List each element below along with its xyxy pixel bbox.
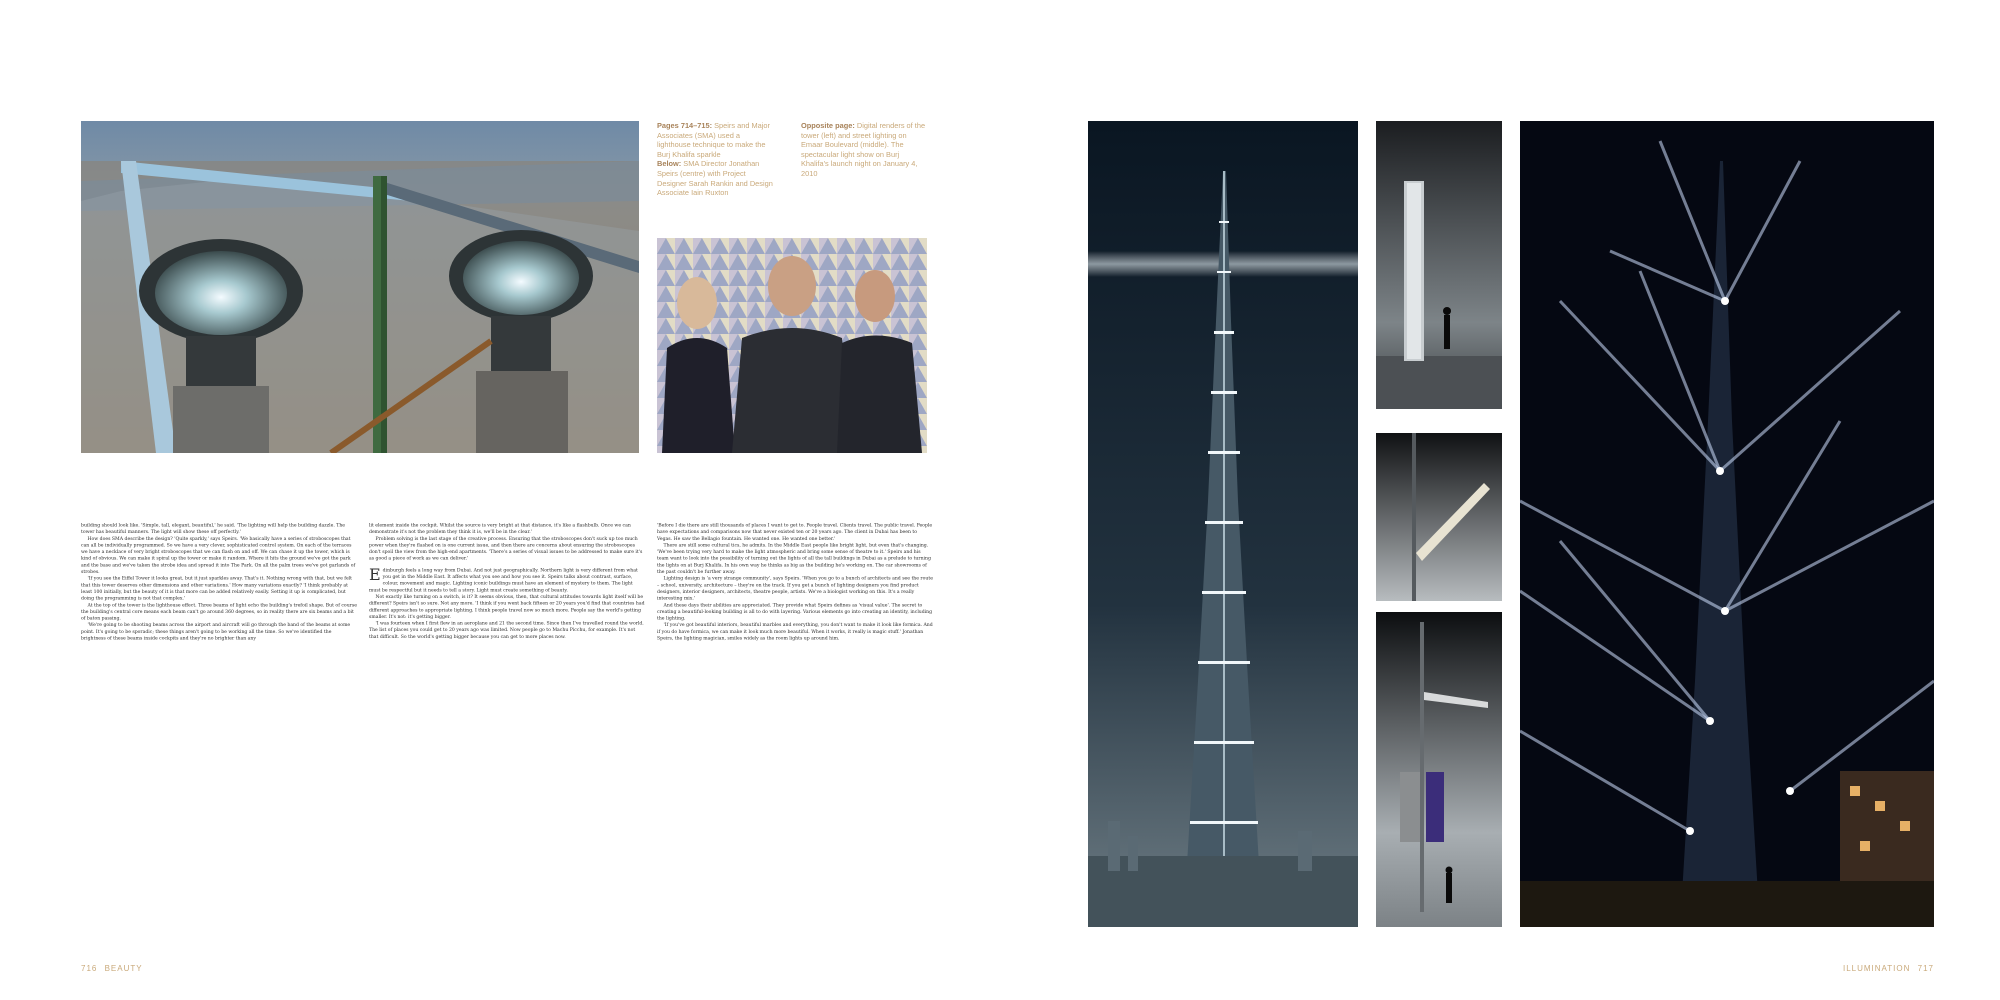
paragraph: There are still some cultural tics, he admits. In the Middle East people like bright light, but even that's changing. 'We've been trying very hard to make the light atmospheric and bring some sense of theatre to it.' Speirs and his team want to look into the possibility of turning out the lights of all the tall buildings in Dubai as a prelude to turning the lights on at Burj Khalifa. In his own way he thinks as big as the building he's working on. The car showrooms of the past couldn't be further away. [657,542,931,575]
dropcap: E [369,564,381,584]
paragraph: 'I was fourteen when I first flew in an aeroplane and 21 the second time. Since then I've travelled round the world. The list of places you could get to 20 years ago was limited. Now people go to Machu Picchu, for example. It's not that difficult. So the world's getting bigger because you can get to more places now. [369,620,644,640]
paragraph: And these days their abilities are appreciated. They provide what Speirs defines as 'visual value'. The secret to creating a beautiful-looking building is all to do with layering. Various elements go into creating an identity, including the lighting. [657,602,933,622]
text-column-1 [81,522,357,642]
caption-below-label: Below: [657,159,682,169]
paragraph-dropcap-text: dinburgh feels a long way from Dubai. And not just geographically. Northern light is very different from what you get in the Middle East. It affects what you see and how you see it. Speirs talks about contrast, surface, colour, movement and magic. Lighting iconic buildings must have an element of mystery to them. The light must be respectful but it needs to tell a story. Light must create something of beauty. [369,567,638,593]
paragraph: At the top of the tower is the lighthouse effect. Three beams of light echo the building's trefoil shape. But of course the building's central core means each beam can't go around 360 degrees, so in reality there are six beams and a bit of baton passing. [81,602,357,622]
photo-design-team [657,238,927,453]
caption-right [801,121,927,179]
paragraph: Not exactly like turning on a switch, is it? It seems obvious, then, that cultural attitudes towards light itself will be different? Speirs isn't so sure. Not any more. 'I think if you went back fifteen or 20 years you'd find that countries had different approaches to appropriate lighting. I think people travel now so much more. People say the world's getting smaller. It's not: it's getting bigger. [369,593,645,620]
paragraph: How does SMA describe the design? 'Quite sparkly,' says Speirs. 'We basically have a series of stroboscopes that can all be individually programmed. So we have a very clever, sophisticated control system. On each of the terraces we have a necklace of very bright stroboscopes that we can flash on and off. We can chase it up the tower, which is kind of obvious. We can make it spiral up the tower or make it random. Where it hits the ground we've got the park and the base and we've taken the strobe idea and spread it into The Park. On all the palm trees we've got garlands of strobes. [81,535,356,575]
paragraph: lit element inside the cockpit. Whilst the source is very bright at that distance, it's like a flashbulb. Once we can demonstrate it's not the problem they think it is, we'll be in the clear.' [369,522,631,535]
caption-left [657,121,775,198]
paragraph: Problem solving is the last stage of the creative process. Ensuring that the stroboscopes don't suck up too much power when they're flashed on is one current issue, and then there are concerns about ensuring the stroboscopes don't spoil the view from the high-end apartments. 'There's a series of visual issues to be addressed to make sure it's as good a piece of work as we can deliver.' [369,535,643,562]
text-column-3 [657,522,933,642]
section-name-right: ILLUMINATION [1842,964,1911,973]
photo-tower-render [1088,121,1358,927]
caption-right-text: Digital renders of the tower (left) and street lighting on Emaar Boulevard (middle). The spectacular light show on Burj Khalifa's launch night on January 4, 2010 [801,121,926,178]
photo-street-lamp-head [1376,433,1502,601]
paragraph: 'If you see the Eiffel Tower it looks great, but it just sparkles away. That's it. Nothing wrong with that, but we felt that this tower deserves other dimensions and other variations.' How many variations exactly? 'I think probably at least 100 initially, but the beauty of it is that more can be added relatively easily. Setting it up is complicated, but doing the programming is not that complex.' [81,575,352,602]
caption-right-label: Opposite page: [801,121,855,130]
photo-launch-light-show [1520,121,1934,927]
paragraph-dropcap [369,564,645,594]
page-number-left: 716 [81,964,98,973]
photo-street-lamp-banner [1376,612,1502,927]
paragraph: Lighting design is 'a very strange community', says Speirs. 'When you go to a bunch of architects and see the route – school, university, architecture – they're on the track. If you get a bunch of lighting designers you find product designers, interior designers, architects, theatre people, artists. We've a biologist working on this. It's a really interesting mix.' [657,575,933,602]
paragraph: 'Before I die there are still thousands of places I want to get to. People travel. Clients travel. The public travel. People have expectations and comparisons now that never existed ten or 20 years ago. The client in Dubai has been to Vegas. He saw the Bellagio fountain. He wanted one. He wanted one better.' [657,522,933,542]
section-name-left: BEAUTY [104,964,143,973]
caption-left-label: Pages 714–715: [657,121,713,130]
paragraph: 'If you've got beautiful interiors, beautiful marbles and everything, you don't want to make it look like formica. And if you do have formica, we can make it look much more beautiful. When it works, it really is magic stuff.' Jonathan Speirs, the lighting magician, smiles widely as the room lights up around him. [657,622,933,642]
text-column-2 [369,522,645,640]
page-number-right: 717 [1917,964,1934,973]
paragraph: 'We're going to be shooting beams across the airport and aircraft will go through the band of the beams at some point. It's going to be sporadic; these things aren't going to be working all the time. So we've identified the brightness of these beams inside cockpits and they're no brighter than any [81,622,351,642]
caption-below-text: SMA Director Jonathan Speirs (centre) with Project Designer Sarah Rankin and Design Associate Iain Ruxton [657,159,773,198]
paragraph: building should look like. 'Simple, tall, elegant, beautiful,' he said. 'The lighting will help the building dazzle. The tower has beautiful manners. The light will show these off perfectly.' [81,522,345,535]
folio-left [81,964,143,973]
folio-right [1843,964,1934,973]
photo-light-column [1376,121,1502,409]
caption-left-text: Speirs and Major Associates (SMA) used a lighthouse technique to make the Burj Khalifa sparkle [657,121,770,159]
photo-lamps-on-tower [81,121,639,453]
